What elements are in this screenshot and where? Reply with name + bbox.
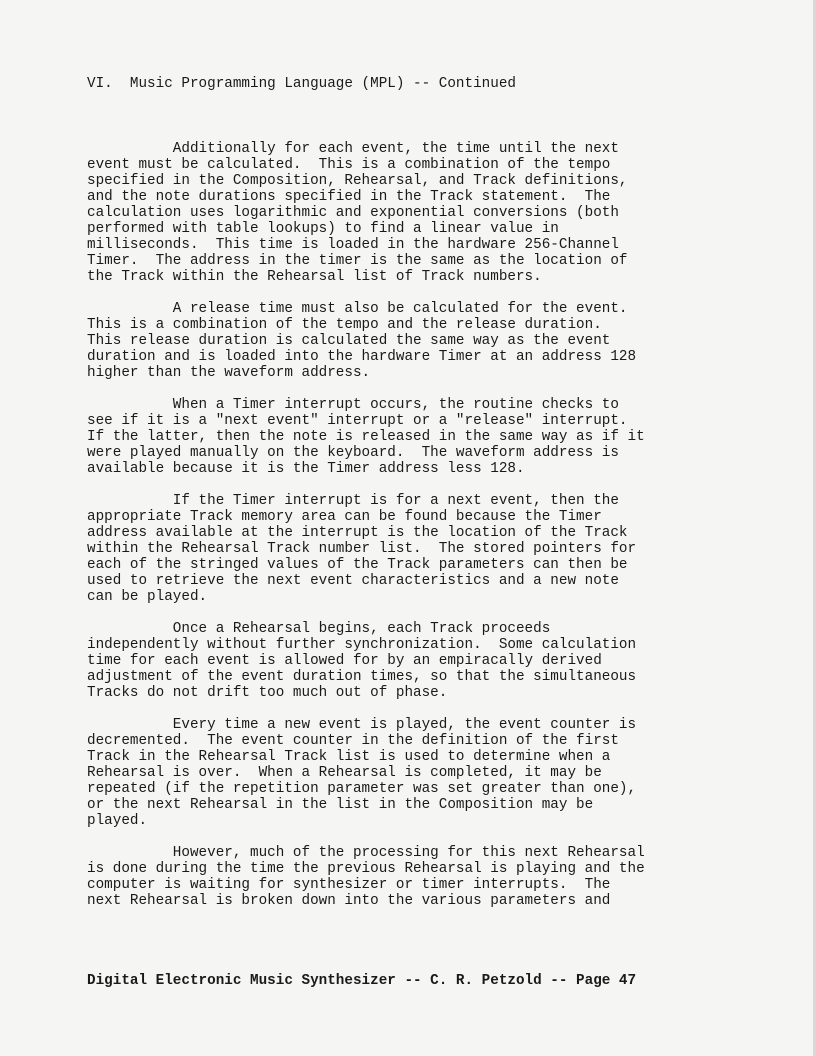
- paragraph: [87, 493, 727, 605]
- text-line: next Rehearsal is broken down into the various parameters and: [87, 893, 611, 909]
- text-line: Once a Rehearsal begins, each Track proceeds: [87, 621, 551, 637]
- text-line: performed with table lookups) to find a linear value in: [87, 221, 559, 237]
- text-line: Tracks do not drift too much out of phase.: [87, 685, 448, 701]
- text-line: address available at the interrupt is the location of the Track: [87, 525, 628, 541]
- text-line: time for each event is allowed for by an empiracally derived: [87, 653, 602, 669]
- text-line: event must be calculated. This is a combination of the tempo: [87, 157, 611, 173]
- text-line: This is a combination of the tempo and the release duration.: [87, 317, 602, 333]
- text-line: played.: [87, 813, 148, 829]
- text-line: were played manually on the keyboard. The waveform address is: [87, 445, 619, 461]
- paragraph: [87, 845, 727, 909]
- text-line: each of the stringed values of the Track parameters can then be: [87, 557, 628, 573]
- page-footer: Digital Electronic Music Synthesizer -- C. R. Petzold -- Page 47: [87, 973, 637, 989]
- text-line: milliseconds. This time is loaded in the hardware 256-Channel: [87, 237, 619, 253]
- text-line: Every time a new event is played, the event counter is: [87, 717, 637, 733]
- text-line: Track in the Rehearsal Track list is used to determine when a: [87, 749, 611, 765]
- text-line: repeated (if the repetition parameter was set greater than one),: [87, 781, 637, 797]
- text-line: appropriate Track memory area can be found because the Timer: [87, 509, 602, 525]
- text-line: Rehearsal is over. When a Rehearsal is completed, it may be: [87, 765, 602, 781]
- paragraph: [87, 717, 727, 829]
- text-line: Timer. The address in the timer is the same as the location of: [87, 253, 628, 269]
- text-line: used to retrieve the next event characteristics and a new note: [87, 573, 619, 589]
- text-line: see if it is a "next event" interrupt or a "release" interrupt.: [87, 413, 628, 429]
- text-line: When a Timer interrupt occurs, the routine checks to: [87, 397, 619, 413]
- text-line: adjustment of the event duration times, so that the simultaneous: [87, 669, 637, 685]
- text-line: the Track within the Rehearsal list of Track numbers.: [87, 269, 542, 285]
- paragraph: [87, 397, 727, 477]
- text-line: within the Rehearsal Track number list. The stored pointers for: [87, 541, 637, 557]
- text-line: computer is waiting for synthesizer or timer interrupts. The: [87, 877, 611, 893]
- text-line: independently without further synchronization. Some calculation: [87, 637, 637, 653]
- text-line: can be played.: [87, 589, 208, 605]
- text-line: and the note durations specified in the Track statement. The: [87, 189, 611, 205]
- text-line: available because it is the Timer address less 128.: [87, 461, 525, 477]
- text-line: If the Timer interrupt is for a next event, then the: [87, 493, 619, 509]
- text-line: calculation uses logarithmic and exponential conversions (both: [87, 205, 619, 221]
- paragraph: [87, 141, 727, 285]
- text-line: This release duration is calculated the same way as the event: [87, 333, 611, 349]
- text-line: If the latter, then the note is released in the same way as if it: [87, 429, 645, 445]
- text-line: decremented. The event counter in the definition of the first: [87, 733, 619, 749]
- text-line: higher than the waveform address.: [87, 365, 371, 381]
- paragraph: [87, 301, 727, 381]
- body-text: [87, 141, 727, 925]
- text-line: or the next Rehearsal in the list in the Composition may be: [87, 797, 594, 813]
- section-heading: VI. Music Programming Language (MPL) -- Continued: [87, 76, 516, 92]
- paragraph: [87, 621, 727, 701]
- text-line: duration and is loaded into the hardware Timer at an address 128: [87, 349, 637, 365]
- text-line: Additionally for each event, the time until the next: [87, 141, 619, 157]
- text-line: However, much of the processing for this next Rehearsal: [87, 845, 645, 861]
- text-line: is done during the time the previous Rehearsal is playing and the: [87, 861, 645, 877]
- text-line: specified in the Composition, Rehearsal, and Track definitions,: [87, 173, 628, 189]
- text-line: A release time must also be calculated for the event.: [87, 301, 628, 317]
